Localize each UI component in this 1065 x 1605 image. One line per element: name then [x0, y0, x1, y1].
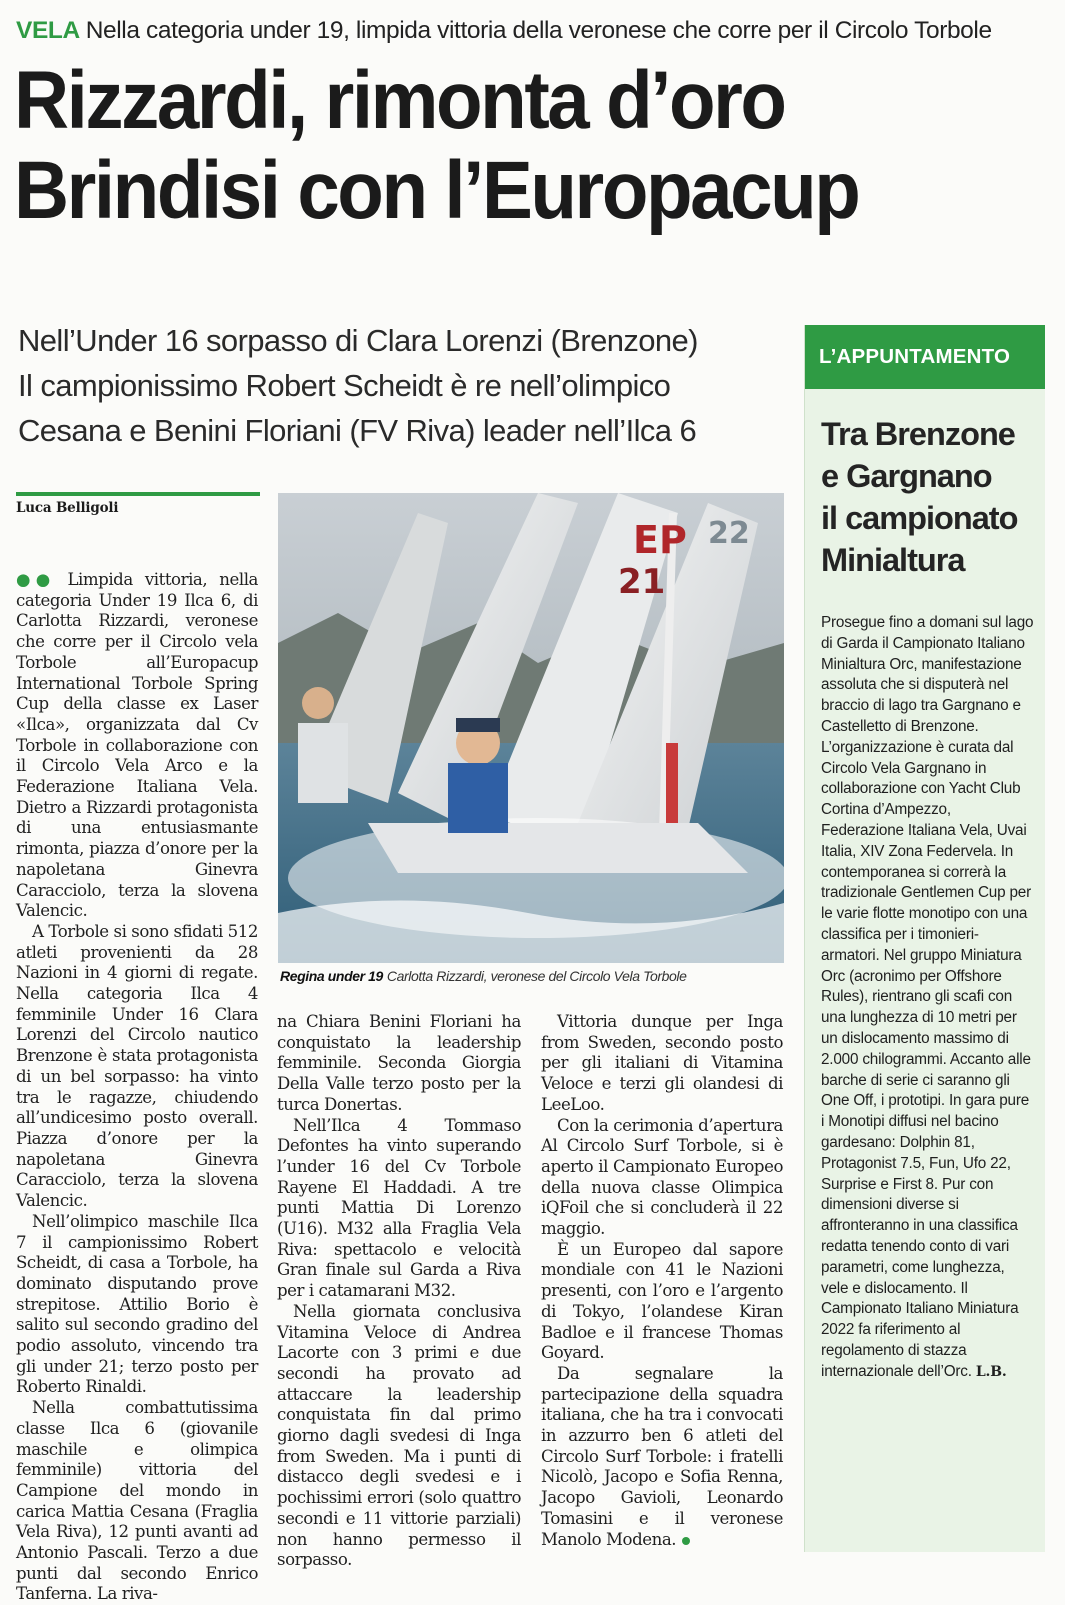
- headline: [14, 56, 981, 236]
- deck-line: Il campionissimo Robert Scheidt è re nell’olimpico: [18, 368, 671, 403]
- byline: Luca Belligoli: [16, 500, 119, 516]
- deck-line: Cesana e Benini Floriani (FV Riva) leader nell’Ilca 6: [18, 413, 697, 448]
- headline-line-1: Rizzardi, rimonta d’oro: [14, 55, 785, 146]
- article-paragraph: È un Europeo dal sapore mondiale con 41 le Nazioni presenti, con l’oro e l’argento di Tokyo, l’olandese Kiran Badloe e il francese Thomas Goyard.: [541, 1239, 783, 1363]
- article-paragraph: Con la cerimonia d’apertura Al Circolo Surf Torbole, si è aperto il Campionato Europeo della nuova classe Olimpica iQFoil che si concluderà il 22 maggio.: [541, 1115, 783, 1239]
- sidebar-box: [804, 325, 1045, 1552]
- paragraph-text: Limpida vittoria, nella categoria Under 19 Ilca 6, di Carlotta Rizzardi, veronese che corre per il Circolo vela Torbole all’Europacup International Torbole Spring Cup della classe ex Laser «Ilca», organizzata dal Cv Torbole in collaborazione con il Circolo Vela Arco e la Federazione Italiana Vela. Dietro a Rizzardi protagonista di una entusiasmante rimonta, piazza d’onore per la napoletana Ginevra Caracciolo, terza la slovena Valencic.: [16, 570, 258, 921]
- article-column-2: [277, 1012, 521, 1571]
- article-paragraph: Nell’olimpico maschile Ilca 7 il campionissimo Robert Scheidt, di casa a Torbole, ha dominato disputando prove strepitose. Attilio Borio è salito sul secondo gradino del podio assoluto, vincendo tra gli under 21; terzo posto per Roberto Rinaldi.: [16, 1211, 258, 1397]
- bullet-dots-icon: ●●: [16, 570, 56, 589]
- caption-lead: Regina under 19: [280, 968, 383, 984]
- article-paragraph: Nella combattutissima classe Ilca 6 (giovanile maschile e olimpica femminile) vittoria del Campione del mondo in carica Mattia Cesana (Fraglia Vela Riva), 12 punti avanti ad Antonio Pascali. Terzo a due punti dal secondo Enrico Tanferna. La riva-: [16, 1398, 258, 1604]
- photo-caption: [280, 968, 785, 984]
- article-paragraph: Vittoria dunque per Inga from Sweden, secondo posto per gli italiani di Vitamina Veloce e terzi gli olandesi di LeeLoo.: [541, 1012, 783, 1114]
- article-paragraph: Nella giornata conclusiva Vitamina Veloce di Andrea Lacorte con 3 primi e due secondi ha provato ad attaccare la leadership conquistata fin dal primo giorno dagli svedesi di Inga from Sweden. Ma i punti di distacco degli svedesi e i pochissimi errori (solo quattro secondi e 11 vittorie parziali) non hanno permesso il sorpasso.: [277, 1301, 521, 1570]
- sidebar-title: [821, 413, 1051, 581]
- article-paragraph: A Torbole si sono sfidati 512 atleti provenienti da 28 Nazioni in 4 giorni di regate. Nella categoria Ilca 4 femminile Under 16 Clara Lorenzi del Circolo nautico Brenzone è stata protagonista di un bel sorpasso: ha vinto tra le ragazze, chiudendo all’undicesimo posto overall. Piazza d’onore per la napoletana Ginevra Caracciolo, terza la slovena Valencic.: [16, 921, 258, 1211]
- kicker-text: Nella categoria under 19, limpida vittoria della veronese che corre per il Circolo Torbole: [85, 17, 992, 44]
- sail-number: 21: [618, 562, 666, 602]
- deck-line: Nell’Under 16 sorpasso di Clara Lorenzi (Brenzone): [18, 323, 698, 358]
- sidebar-title-line: e Gargnano: [821, 458, 992, 494]
- article-paragraph: [16, 570, 258, 922]
- section-label: VELA: [16, 17, 80, 44]
- sailing-photo: [278, 493, 784, 963]
- sidebar-body: Prosegue fino a domani sul lago di Garda il Campionato Italiano Minialtura Orc, manifestazione assoluta che si disputerà nel braccio di lago tra Gargnano e Castelletto di Brenzone. L’organizzazione è curata dal Circolo Vela Gargnano in collaborazione con Yacht Club Cortina d’Ampezzo, Federazione Italiana Vela, Uvai Italia, XIV Zona Federvela. In contemporanea si correrà la tradizionale Gentlemen Cup per le varie flotte monotipo con una classifica per i timonieri-armatori. Nel gruppo Miniatura Orc (acronimo per Offshore Rules), rientrano gli scafi con una lunghezza di 10 metri per un dislocamento massimo di 2.000 chilogrammi. Accanto alle barche di serie ci saranno gli One Off, i prototipi. In gara pure i Monotipi diffusi nel bacino gardesano: Dolphin 81, Protagonist 7.5, Fun, Ufo 22, Surprise e First 8. Pur con dimensioni diverse si affronteranno in una classifica redatta tenendo conto di vari parametri, come lunghezza, vele e dislocamento. Il Campionato Italiano Miniatura 2022 fa riferimento al regolamento di stazza internazionale dell’Orc.: [821, 614, 1034, 1380]
- sidebar-text: [821, 613, 1035, 1382]
- sidebar-title-line: Tra Brenzone: [821, 416, 1015, 452]
- article-paragraph: na Chiara Benini Floriani ha conquistato la leadership femminile. Seconda Giorgia Della Valle terzo posto per la turca Donertas.: [277, 1012, 521, 1114]
- kicker: [16, 14, 1056, 48]
- caption-text: Carlotta Rizzardi, veronese del Circolo Vela Torbole: [386, 968, 687, 984]
- sail-number: EP: [633, 518, 687, 562]
- sidebar-title-line: il campionato: [821, 500, 1018, 536]
- sidebar-signature: L.B.: [975, 1363, 1007, 1380]
- article-paragraph: [541, 1364, 783, 1550]
- sidebar-title-line: Minialtura: [821, 542, 965, 578]
- sidebar-label: L’APPUNTAMENTO: [805, 325, 1045, 389]
- article-column-3: [541, 1012, 783, 1550]
- byline-rule: [16, 492, 260, 496]
- article-column-1: [16, 570, 258, 1605]
- article-paragraph: Nell’Ilca 4 Tommaso Defontes ha vinto superando l’under 16 del Cv Torbole Rayene El Haddadi. A tre punti Mattia Di Lorenzo (U16). M32 alla Fraglia Vela Riva: spettacolo e velocità Gran finale sul Garda a Riva per i catamarani M32.: [277, 1115, 521, 1301]
- end-mark-icon: [682, 1537, 690, 1545]
- sail-number: 22: [708, 516, 750, 551]
- headline-line-2: Brindisi con l’Europacup: [14, 145, 859, 236]
- paragraph-text: Da segnalare la partecipazione della squadra italiana, che ha tra i convocati in azzurro ben 6 atleti del Circolo Surf Torbole: i fratelli Nicolò, Jacopo e Sofia Renna, Jacopo Gavioli, Leonardo Tomasini e il veronese Manolo Modena.: [541, 1363, 783, 1549]
- subheadline: [18, 318, 798, 453]
